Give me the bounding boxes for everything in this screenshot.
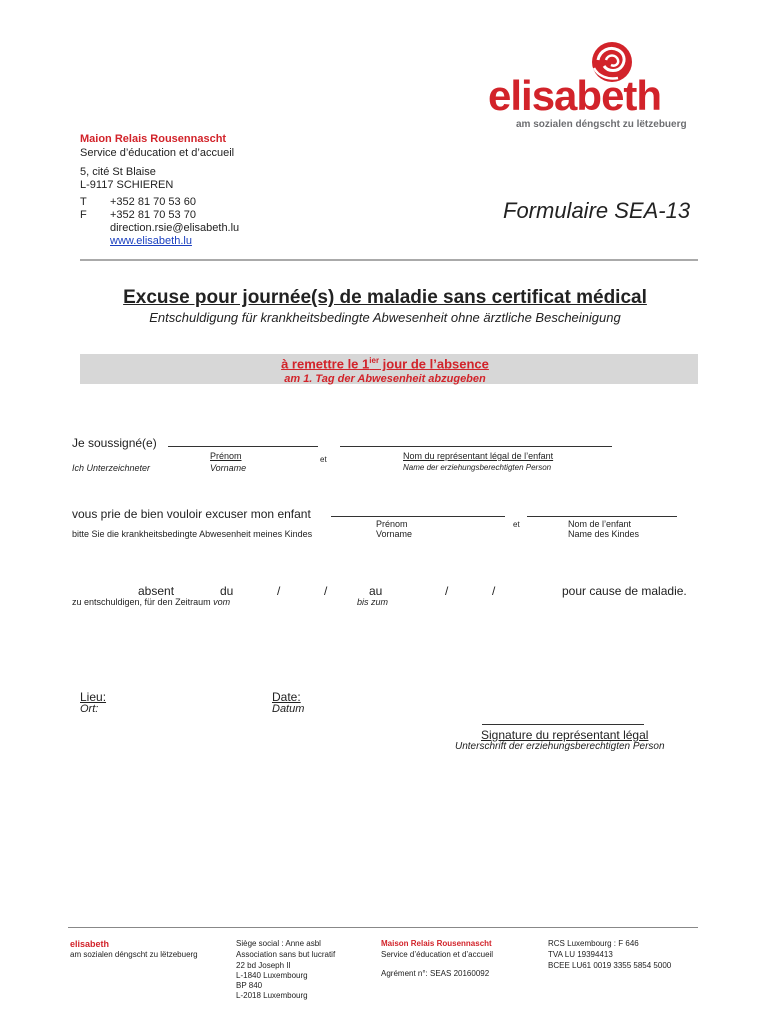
footer-brand-name: elisabeth <box>70 939 110 949</box>
child-prenom-label: Prénom <box>376 519 408 529</box>
child-nom-label: Nom de l’enfant <box>568 519 632 529</box>
footer-seat-line: L-1840 Luxembourg <box>236 971 308 980</box>
banner-de: am 1. Tag der Abwesenheit abzugeben <box>284 373 486 385</box>
signature-label-de: Unterschrift der erziehungsberechtigten Person <box>455 741 665 752</box>
child-prenom-field[interactable] <box>331 516 505 517</box>
period-de-to: bis zum <box>357 597 389 607</box>
signatory-label: Je soussigné(e) <box>72 436 157 450</box>
datum-label: Datum <box>272 703 305 715</box>
footer-brand-tagline: am sozialen déngscht zu lëtzebuerg <box>70 950 198 959</box>
page-subtitle: Entschuldigung für krankheitsbedingte Abwesenheit ohne ärztliche Bescheinigung <box>149 310 621 325</box>
signatory-prenom-label-de: Vorname <box>210 463 247 473</box>
from-date-field[interactable] <box>238 584 338 598</box>
banner-fr-sup: ier <box>369 356 380 365</box>
logo-brand: elisabeth <box>488 72 662 119</box>
lieu-label: Lieu: <box>80 690 107 704</box>
banner-fr-post: jour de l’absence <box>379 356 489 372</box>
page-title: Excuse pour journée(s) de maladie sans certificat médical <box>123 287 647 308</box>
tel-number: +352 81 70 53 60 <box>110 196 196 208</box>
absent-label: absent <box>138 584 175 598</box>
from-slash-1: / <box>277 584 281 598</box>
footer-registry-line: BCEE LU61 0019 3355 5854 5000 <box>548 961 672 970</box>
signatory-nom-label-de: Name der erziehungsberechtigten Person <box>403 463 552 472</box>
child-label: vous prie de bien vouloir excuser mon enfant <box>72 507 311 521</box>
child-nom-field[interactable] <box>527 516 677 517</box>
banner-fr <box>0 356 770 371</box>
signatory-nom-label: Nom du représentant légal de l’enfant <box>403 451 554 461</box>
footer-seat-line: Siège social : Anne asbl <box>236 939 321 948</box>
footer-registry-line: TVA LU 19394413 <box>548 950 613 959</box>
footer-divider <box>68 927 698 928</box>
email-link[interactable]: direction.rsie@elisabeth.lu <box>110 222 240 234</box>
footer-seat-line: 22 bd Joseph II <box>236 961 291 970</box>
org-street: 5, cité St Blaise <box>80 166 156 178</box>
tel-label: T <box>80 196 87 208</box>
to-slash-1: / <box>445 584 449 598</box>
child-label-de: bitte Sie die krankheitsbedingte Abwesenheit meines Kindes <box>72 529 313 539</box>
signatory-prenom-field[interactable] <box>168 446 318 447</box>
signatory-nom-field[interactable] <box>340 446 612 447</box>
footer-seat-line: BP 840 <box>236 981 263 990</box>
from-slash-2: / <box>324 584 328 598</box>
ort-label: Ort: <box>80 703 99 715</box>
signature-label: Signature du représentant légal <box>481 728 649 742</box>
signature-field[interactable] <box>482 724 644 725</box>
child-et: et <box>513 520 520 529</box>
footer-seat-line: Association sans but lucratif <box>236 950 336 959</box>
reason-label: pour cause de maladie. <box>562 584 687 598</box>
child-prenom-label-de: Vorname <box>376 529 413 539</box>
website-link[interactable]: www.elisabeth.lu <box>110 235 192 247</box>
period-de-vom: vom <box>213 597 231 607</box>
header-divider <box>80 259 698 261</box>
du-label: du <box>220 584 234 598</box>
footer-maison-service: Service d’éducation et d’accueil <box>381 950 494 959</box>
footer-registry-line: RCS Luxembourg : F 646 <box>548 939 639 948</box>
period-label-de <box>72 597 230 607</box>
fax-label: F <box>80 209 87 221</box>
child-nom-label-de: Name des Kindes <box>568 529 640 539</box>
period-de-from: zu entschuldigen, für den Zeitraum <box>72 597 211 607</box>
au-label: au <box>369 584 383 598</box>
logo-tagline: am sozialen déngscht zu lëtzebuerg <box>516 119 687 130</box>
org-city: L-9117 SCHIEREN <box>80 179 174 191</box>
banner-fr-pre: à remettre le 1 <box>281 356 370 372</box>
signatory-label-de: Ich Unterzeichneter <box>72 463 151 473</box>
signatory-prenom-label: Prénom <box>210 451 242 461</box>
form-code: Formulaire SEA-13 <box>503 198 691 223</box>
footer-maison-name: Maison Relais Rousennascht <box>381 939 492 948</box>
signatory-et: et <box>320 455 327 464</box>
footer-seat-line: L-2018 Luxembourg <box>236 991 308 1000</box>
fax-number: +352 81 70 53 70 <box>110 209 196 221</box>
date-label: Date: <box>272 690 301 704</box>
org-name: Maion Relais Rousennascht <box>80 133 227 145</box>
to-date-field[interactable] <box>385 584 505 598</box>
org-service: Service d’éducation et d’accueil <box>80 147 235 159</box>
footer-maison-agrement: Agrément n°: SEAS 20160092 <box>381 969 490 978</box>
to-slash-2: / <box>492 584 496 598</box>
